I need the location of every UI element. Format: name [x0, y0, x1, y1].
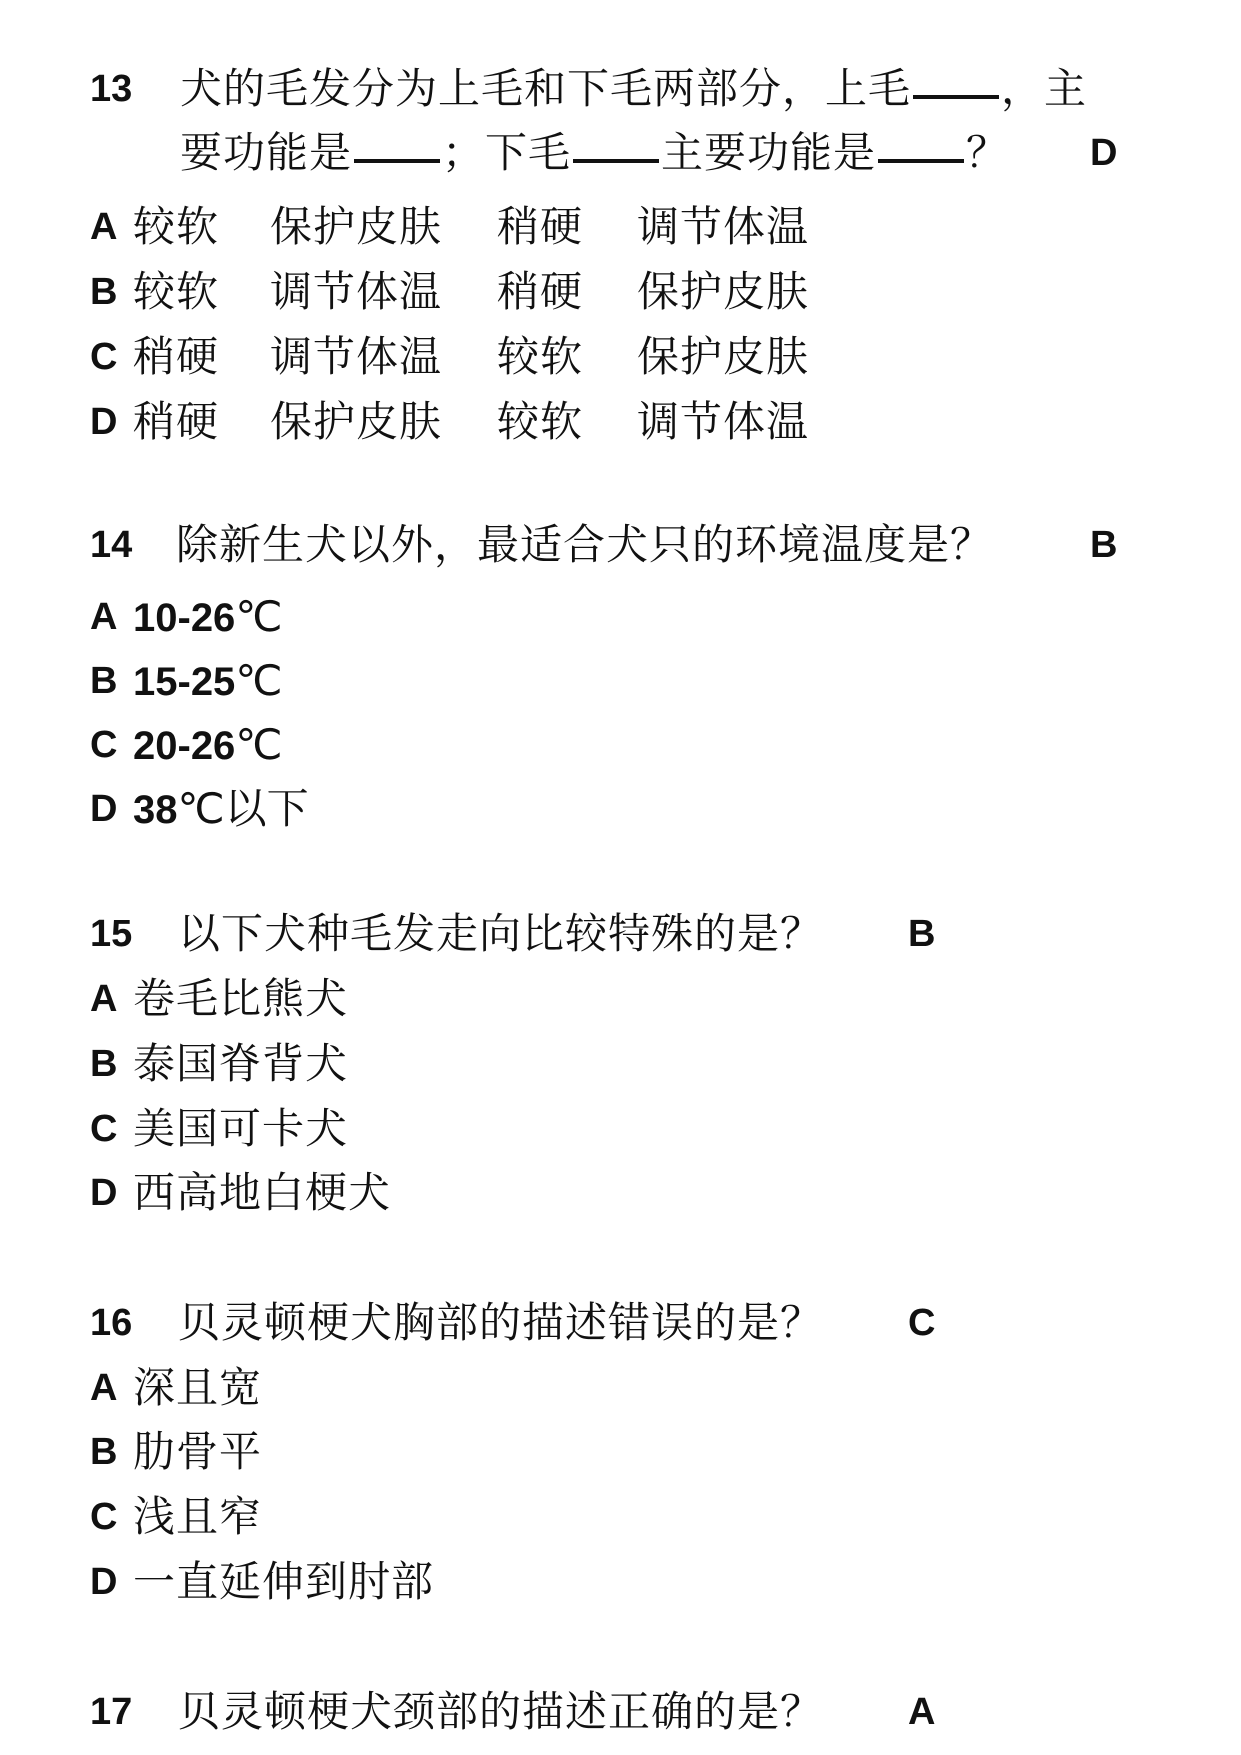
option-col-4: 调节体温	[637, 202, 810, 251]
option-text: 肋骨平	[133, 1427, 263, 1476]
option-text: 泰国脊背犬	[133, 1039, 349, 1088]
option-col-3: 稍硬	[497, 202, 584, 251]
question-stem-continued: 要功能是 ；下毛 主要功能是 ？	[180, 128, 1010, 177]
option-text: 美国可卡犬	[133, 1104, 349, 1153]
option-col-4: 调节体温	[637, 397, 810, 446]
option-value: 10-26℃	[133, 592, 283, 641]
option-value: 15-25℃	[133, 656, 283, 705]
answer-key: D	[1090, 132, 1118, 174]
option-value: 38℃以下	[133, 784, 309, 833]
question-number: 15	[90, 913, 133, 955]
question-stem: 以下犬种毛发走向比较特殊的是？	[178, 909, 824, 958]
question-number: 17	[90, 1691, 133, 1733]
option-row	[0, 649, 1241, 713]
option-letter: A	[90, 206, 118, 248]
question-14	[0, 513, 1241, 577]
option-letter: A	[90, 1367, 118, 1409]
option-row	[0, 1032, 1241, 1096]
answer-key: B	[908, 913, 936, 955]
option-letter: B	[90, 660, 118, 702]
option-row	[0, 713, 1241, 777]
answer-key: B	[1090, 524, 1118, 566]
option-letter: D	[90, 1561, 118, 1603]
question-stem: 贝灵顿梗犬胸部的描述错误的是？	[178, 1298, 824, 1347]
option-col-1: 稍硬	[133, 397, 220, 446]
option-row	[0, 390, 1241, 454]
option-row	[0, 1550, 1241, 1614]
option-text: 浅且窄	[133, 1492, 263, 1541]
answer-blank	[913, 95, 999, 99]
option-col-4: 保护皮肤	[637, 267, 810, 316]
option-col-1: 较软	[133, 267, 220, 316]
question-stem: 犬的毛发分为上毛和下毛两部分，上毛 ，主	[180, 64, 1088, 113]
option-letter: B	[90, 1431, 118, 1473]
option-row	[0, 967, 1241, 1031]
option-row	[0, 1161, 1241, 1225]
option-col-4: 保护皮肤	[637, 332, 810, 381]
answer-key: A	[908, 1691, 936, 1733]
option-letter: D	[90, 401, 118, 443]
option-row	[0, 1097, 1241, 1161]
option-letter: D	[90, 1172, 118, 1214]
question-13-line2	[0, 121, 1241, 185]
question-number: 16	[90, 1302, 133, 1344]
question-stem: 除新生犬以外，最适合犬只的环境温度是？	[176, 520, 994, 569]
answer-blank	[573, 159, 659, 163]
option-row	[0, 777, 1241, 841]
option-letter: B	[90, 271, 118, 313]
question-stem: 贝灵顿梗犬颈部的描述正确的是？	[178, 1687, 824, 1736]
option-letter: B	[90, 1043, 118, 1085]
option-text: 一直延伸到肘部	[133, 1557, 435, 1606]
option-row	[0, 195, 1241, 259]
option-letter: C	[90, 1108, 118, 1150]
option-row	[0, 585, 1241, 649]
option-letter: A	[90, 596, 118, 638]
option-text: 西高地白梗犬	[133, 1168, 392, 1217]
answer-blank	[354, 159, 440, 163]
option-letter: C	[90, 724, 118, 766]
option-col-2: 调节体温	[270, 267, 443, 316]
option-row	[0, 1420, 1241, 1484]
option-col-2: 保护皮肤	[270, 397, 443, 446]
question-15	[0, 902, 1241, 966]
option-col-3: 较软	[497, 397, 584, 446]
option-letter: C	[90, 1496, 118, 1538]
answer-blank	[878, 159, 964, 163]
option-col-1: 较软	[133, 202, 220, 251]
option-row	[0, 1485, 1241, 1549]
question-17	[0, 1680, 1241, 1744]
question-13-line1	[0, 57, 1241, 121]
option-col-3: 稍硬	[497, 267, 584, 316]
option-value: 20-26℃	[133, 720, 283, 769]
option-row	[0, 1356, 1241, 1420]
option-col-3: 较软	[497, 332, 584, 381]
option-row	[0, 325, 1241, 389]
option-text: 深且宽	[133, 1363, 263, 1412]
question-number: 13	[90, 68, 133, 110]
option-row	[0, 260, 1241, 324]
option-letter: C	[90, 336, 118, 378]
option-letter: A	[90, 978, 118, 1020]
answer-key: C	[908, 1302, 936, 1344]
question-number: 14	[90, 524, 133, 566]
option-letter: D	[90, 788, 118, 830]
option-col-2: 调节体温	[270, 332, 443, 381]
question-16	[0, 1291, 1241, 1355]
option-col-2: 保护皮肤	[270, 202, 443, 251]
option-text: 卷毛比熊犬	[133, 974, 349, 1023]
option-col-1: 稍硬	[133, 332, 220, 381]
